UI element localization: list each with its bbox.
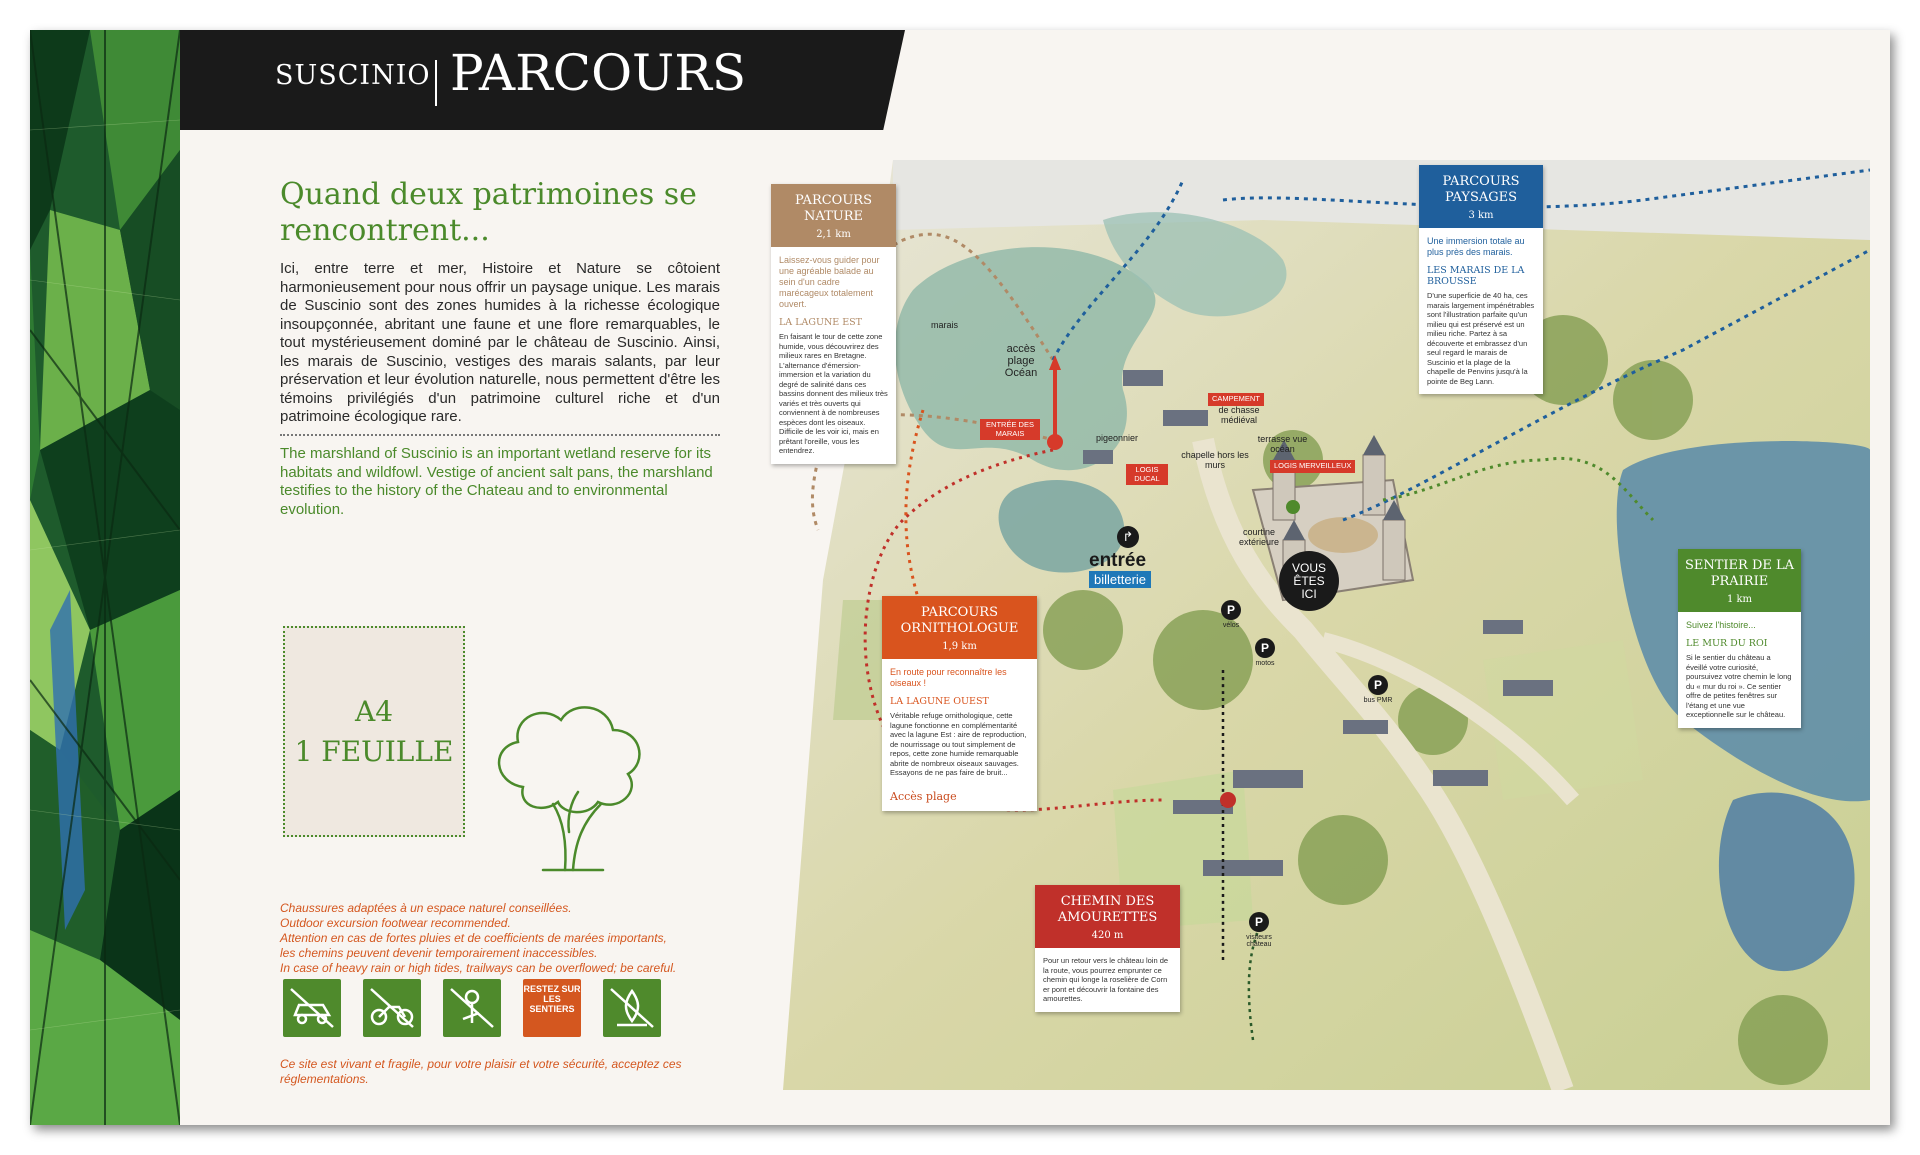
- stay-on-path-icon: [523, 979, 581, 1037]
- footwear-warnings: [280, 901, 720, 976]
- card-subtitle: LA LAGUNE EST: [779, 317, 862, 328]
- title-separator: [435, 60, 437, 106]
- you-are-here-marker: VOUS ÊTES ICI: [1279, 551, 1339, 611]
- card-parcours-ornithologue: [882, 596, 1037, 811]
- no-fire-icon: [603, 979, 661, 1037]
- card-sentier-prairie: [1678, 549, 1801, 728]
- a4-leaflet-placeholder: [283, 626, 465, 837]
- card-title: PARCOURS NATURE: [795, 193, 872, 224]
- card-subtitle: LA LAGUNE OUEST: [890, 696, 989, 707]
- stay-on-path-label: RESTEZ SUR LES SENTIERS: [523, 984, 581, 1014]
- card-body: Si le sentier du château a éveillé votre curiosité, poursuivez votre chemin le long du « mur du roi ». Ce sentier offre de petites fenêtres sur l'étang et une vue exceptionnelle sur le château.: [1686, 653, 1792, 719]
- card-body: Pour un retour vers le château loin de la route, vous pourrez emprunter ce chemin qui longe la roselière de Corn er pont et découvrir la fontaine des amourettes.: [1043, 956, 1169, 1003]
- no-motorbike-icon: [363, 979, 421, 1037]
- flag-logis-merveilleux: LOGIS MERVEILLEUX: [1270, 460, 1355, 473]
- label-chapelle: chapelle hors les murs: [1181, 450, 1249, 470]
- card-distance: 2,1 km: [816, 229, 851, 240]
- parking-visiteurs-label: visiteurs château: [1246, 934, 1272, 948]
- card-lead: Une immersion totale au plus près des marais.: [1427, 236, 1525, 257]
- card-lead: Suivez l'histoire...: [1686, 620, 1756, 630]
- brand-logo: SUSCINIO: [275, 60, 431, 91]
- entrance-arrow-icon: ↱: [1117, 526, 1139, 548]
- label-marais: marais: [931, 320, 959, 330]
- flag-logis-ducal: LOGIS DUCAL: [1126, 464, 1168, 485]
- card-parcours-nature: [771, 184, 896, 464]
- label-courtine: courtine extérieure: [1238, 527, 1280, 547]
- card-distance: 1 km: [1726, 594, 1753, 605]
- tree-icon: [483, 692, 658, 872]
- card-title: PARCOURS PAYSAGES: [1442, 174, 1520, 205]
- flag-entree-marais: ENTRÉE DES MARAIS: [980, 419, 1040, 440]
- card-body: Véritable refuge ornithologique, cette lagune fonctionne en complémentarité avec la lagune Est : aire de reproduction, de nourrissage ou tout simplement de repos, cette zone humide remarquable abrite de nombreux oiseaux sauvages. Essayons de ne pas faire de bruit...: [890, 711, 1027, 777]
- card-title: SENTIER DE LA PRAIRIE: [1684, 558, 1795, 589]
- intro-text-fr: Ici, entre terre et mer, Histoire et Nature se côtoient harmonieusement pour nous offrir un paysage unique. Les marais de Suscinio sont des zones humides à la richesse écologique insoupçonnée, abritant une faune et une flore remarquables, le tout mystérieusement dominé par le château de Suscinio. Ainsi, les marais de Suscinio, vestiges des marais salants, par leur préservation et leur évolution naturelle, nous permettent d'être les témoins privilégiés d'un patrimoine culturel riche et d'un patrimoine écologique rare.: [280, 260, 720, 425]
- decorative-leaf-stripe: [30, 30, 180, 1125]
- card-body: En faisant le tour de cette zone humide, vous découvrirez des milieux rares en Bretagne. L'alternance d'émersion-immersion et la variation du degré de salinité dans ces bassins donnent des milieux très variés et très ouverts qui conviennent à de nombreuses espèces dont les oiseaux. Difficile de les voir ici, mais en prêtant l'oreille, vous les entendrez.: [779, 332, 888, 455]
- placeholder-line-2: 1 FEUILLE: [294, 734, 454, 768]
- intro-text-en: The marshland of Suscinio is an important wetland reserve for its habitats and wildfowl. Vestige of ancient salt pans, the marshland testifies to the history of the Chateau and to environmental evolution.: [280, 445, 713, 518]
- no-car-icon: [283, 979, 341, 1037]
- label-pigeonnier: pigeonnier: [1096, 433, 1139, 443]
- card-parcours-paysages: [1419, 165, 1543, 394]
- flag-campement: CAMPEMENT: [1208, 393, 1264, 406]
- regulation-note: Ce site est vivant et fragile, pour votre plaisir et votre sécurité, acceptez ces réglementations.: [280, 1057, 682, 1086]
- card-lead: En route pour reconnaître les oiseaux !: [890, 667, 1007, 688]
- card-body: D'une superficie de 40 ha, ces marais largement impénétrables sont l'illustration parfaite qu'un milieu qui est préservé est un milieu riche. Partez à sa découverte et embrassez d'un seul regard le marais de Suscinio et la plage de la chapelle de Penvins jusqu'à la pointe de Beg Lann.: [1427, 291, 1535, 386]
- card-distance: 1,9 km: [942, 641, 977, 652]
- card-subtitle: LE MUR DU ROI: [1686, 638, 1768, 649]
- parking-velos-label: vélos: [1222, 622, 1240, 629]
- parking-bus-label: bus PMR: [1363, 697, 1393, 704]
- signboard-panel: [30, 30, 1890, 1125]
- card-subtitle: LES MARAIS DE LA BROUSSE: [1427, 265, 1525, 287]
- no-picking-flowers-icon: [443, 979, 501, 1037]
- warning-line: In case of heavy rain or high tides, trailways can be overflowed; be careful.: [280, 961, 677, 975]
- card-lead: Laissez-vous guider pour une agréable balade au sein d'un cadre marécageux totalement ouvert.: [779, 255, 880, 309]
- label-billetterie: billetterie: [1089, 571, 1151, 588]
- intro-headline: Quand deux patrimoines se rencontrent...: [280, 177, 697, 248]
- page-title: PARCOURS: [450, 44, 747, 102]
- warning-line: Outdoor excursion footwear recommended.: [280, 916, 511, 930]
- card-chemin-amourettes: [1035, 885, 1180, 1012]
- card-distance: 3 km: [1468, 210, 1494, 221]
- card-title: PARCOURS ORNITHOLOGUE: [900, 605, 1019, 636]
- label-entree: entrée: [1089, 550, 1147, 571]
- parking-motos-icon: P: [1255, 638, 1275, 658]
- parking-visiteurs-icon: P: [1249, 912, 1269, 932]
- warning-line: les chemins peuvent devenir temporairement inaccessibles.: [280, 946, 598, 960]
- label-acces-plage: accès plage Océan: [1004, 343, 1038, 379]
- card-distance: 420 m: [1091, 930, 1124, 941]
- parking-bus-icon: P: [1368, 675, 1388, 695]
- parking-motos-label: motos: [1255, 660, 1275, 667]
- leaf-pattern-graphic: [30, 30, 180, 1125]
- parking-velos-icon: P: [1221, 600, 1241, 620]
- warning-line: Chaussures adaptées à un espace naturel conseillées.: [280, 901, 572, 915]
- dotted-divider: [280, 434, 720, 436]
- placeholder-line-1: A4: [354, 694, 394, 728]
- label-campement-sub: de chasse médiéval: [1218, 405, 1260, 425]
- card-acces-plage: Accès plage: [890, 789, 957, 803]
- card-title: CHEMIN DES AMOURETTES: [1057, 894, 1158, 925]
- rules-icon-row: [283, 979, 661, 1037]
- label-terrasse: terrasse vue océan: [1257, 434, 1308, 454]
- warning-line: Attention en cas de fortes pluies et de coefficients de marées importants,: [280, 931, 667, 945]
